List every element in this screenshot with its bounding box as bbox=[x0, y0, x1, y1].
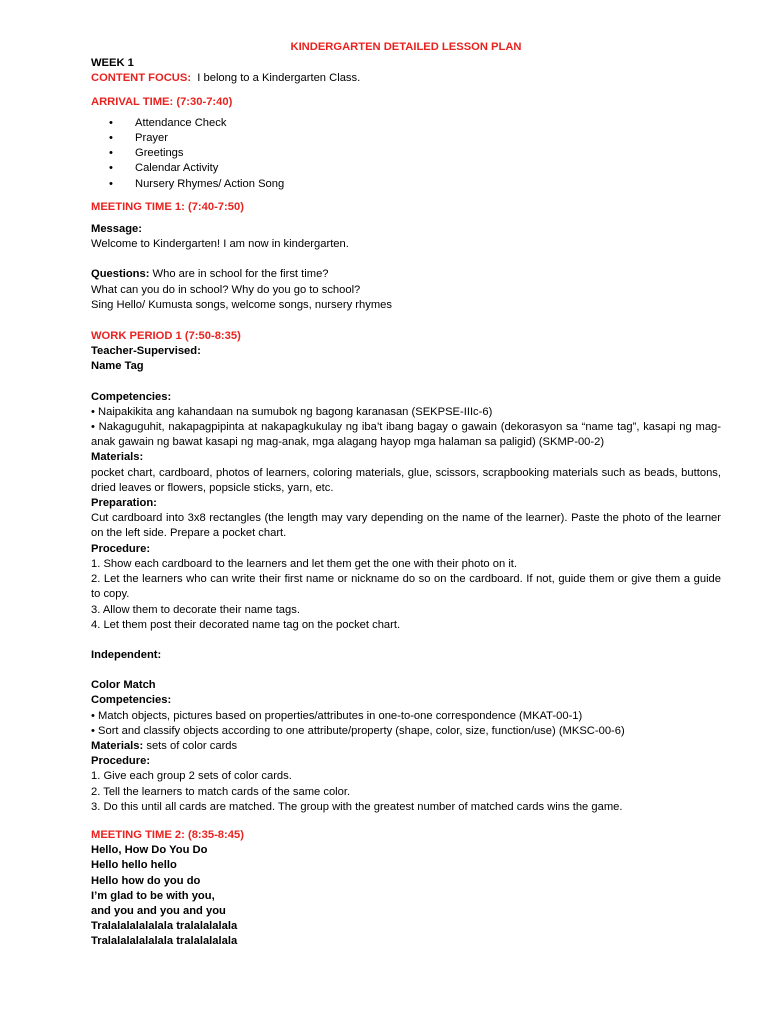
color-match-competencies-label: Competencies: bbox=[91, 694, 172, 707]
competency-item: • Naipakikita ang kahandaan na sumubok ng bagong karanasan (SEKPSE-IIIc-6) bbox=[91, 405, 493, 418]
teacher-supervised-label: Teacher-Supervised: bbox=[91, 345, 201, 358]
independent-label: Independent: bbox=[91, 648, 162, 661]
questions-line-2: What can you do in school? Why do you go to school? bbox=[91, 283, 361, 296]
preparation-text: Cut cardboard into 3x8 rectangles (the length may vary depending on the name of the learner). Paste the photo of the learner on the left side. Prepare a pocket chart. bbox=[91, 512, 721, 540]
procedure-step: 1. Show each cardboard to the learners and let them get the one with their photo on it. bbox=[91, 557, 518, 570]
procedure-step: 3. Allow them to decorate their name tags. bbox=[91, 603, 300, 616]
lyric-line: Tralalalalalalala tralalalalala bbox=[91, 935, 238, 948]
color-match-materials-text: sets of color cards bbox=[146, 739, 238, 752]
procedure-step: 2. Tell the learners to match cards of the same color. bbox=[91, 785, 351, 798]
message-label: Message: bbox=[91, 223, 142, 236]
lesson-plan-content bbox=[91, 40, 721, 950]
procedure-step: 1. Give each group 2 sets of color cards. bbox=[91, 770, 292, 783]
list-item: • Attendance Check bbox=[135, 116, 721, 131]
arrival-heading: ARRIVAL TIME: (7:30-7:40) bbox=[91, 95, 233, 108]
materials-text: pocket chart, cardboard, photos of learners, coloring materials, glue, scissors, scrapbooking materials such as beads, buttons, dried leaves or flowers, popsicle sticks, yarn, etc. bbox=[91, 466, 721, 494]
meeting1-heading: MEETING TIME 1: (7:40-7:50) bbox=[91, 200, 244, 213]
questions-label: Questions: bbox=[91, 268, 150, 281]
work-period-heading: WORK PERIOD 1 (7:50-8:35) bbox=[91, 330, 241, 343]
meeting2-heading: MEETING TIME 2: (8:35-8:45) bbox=[91, 828, 244, 841]
content-focus-label: CONTENT FOCUS: bbox=[91, 72, 192, 85]
lyric-line: and you and you and you bbox=[91, 904, 226, 917]
preparation-label: Preparation: bbox=[91, 497, 157, 510]
document-title: KINDERGARTEN DETAILED LESSON PLAN bbox=[290, 41, 522, 53]
questions-text: Who are in school for the first time? bbox=[152, 268, 329, 281]
lyric-line: I’m glad to be with you, bbox=[91, 889, 215, 902]
procedure-step: 2. Let the learners who can write their first name or nickname do so on the cardboard. If not, guide them or give them a guide to copy. bbox=[91, 573, 721, 601]
competency-item: • Nakaguguhit, nakapagpipinta at nakapagkukulay ng iba’t ibang bagay o gawain (dekorasyon sa “name tag”, kasapi ng mag-anak gawain ng bawat kasapi ng mag-anak, mga alagang hayop mga halaman sa paligid) (SKMP-00-2) bbox=[91, 421, 721, 449]
song-title: Hello, How Do You Do bbox=[91, 844, 208, 857]
list-item: • Prayer bbox=[135, 131, 721, 146]
lyric-line: Hello hello hello bbox=[91, 859, 177, 872]
color-match-label: Color Match bbox=[91, 679, 156, 692]
name-tag-label: Name Tag bbox=[91, 360, 144, 373]
message-text: Welcome to Kindergarten! I am now in kindergarten. bbox=[91, 238, 349, 251]
lyric-line: Tralalalalalalala tralalalalala bbox=[91, 920, 238, 933]
competencies-label: Competencies: bbox=[91, 390, 172, 403]
color-match-procedure-label: Procedure: bbox=[91, 755, 151, 768]
list-item: • Nursery Rhymes/ Action Song bbox=[135, 177, 721, 192]
materials-label: Materials: bbox=[91, 451, 144, 464]
procedure-label: Procedure: bbox=[91, 542, 151, 555]
competency-item: • Match objects, pictures based on properties/attributes in one-to-one correspondence (MKAT-00-1) bbox=[91, 709, 583, 722]
arrival-list bbox=[91, 116, 721, 192]
color-match-materials bbox=[91, 739, 721, 754]
list-item: • Greetings bbox=[135, 146, 721, 161]
lyric-line: Hello how do you do bbox=[91, 874, 201, 887]
songs-line: Sing Hello/ Kumusta songs, welcome songs, nursery rhymes bbox=[91, 298, 392, 311]
list-item: • Calendar Activity bbox=[135, 161, 721, 176]
questions-line bbox=[91, 267, 721, 282]
content-focus bbox=[91, 71, 721, 86]
procedure-step: 4. Let them post their decorated name tag on the pocket chart. bbox=[91, 618, 401, 631]
competency-item: • Sort and classify objects according to one attribute/property (shape, color, size, function/use) (MKSC-00-6) bbox=[91, 724, 625, 737]
procedure-step: 3. Do this until all cards are matched. The group with the greatest number of matched cards wins the game. bbox=[91, 800, 623, 813]
color-match-materials-label: Materials: bbox=[91, 739, 144, 752]
week-label: WEEK 1 bbox=[91, 57, 134, 70]
content-focus-text: I belong to a Kindergarten Class. bbox=[197, 72, 361, 85]
